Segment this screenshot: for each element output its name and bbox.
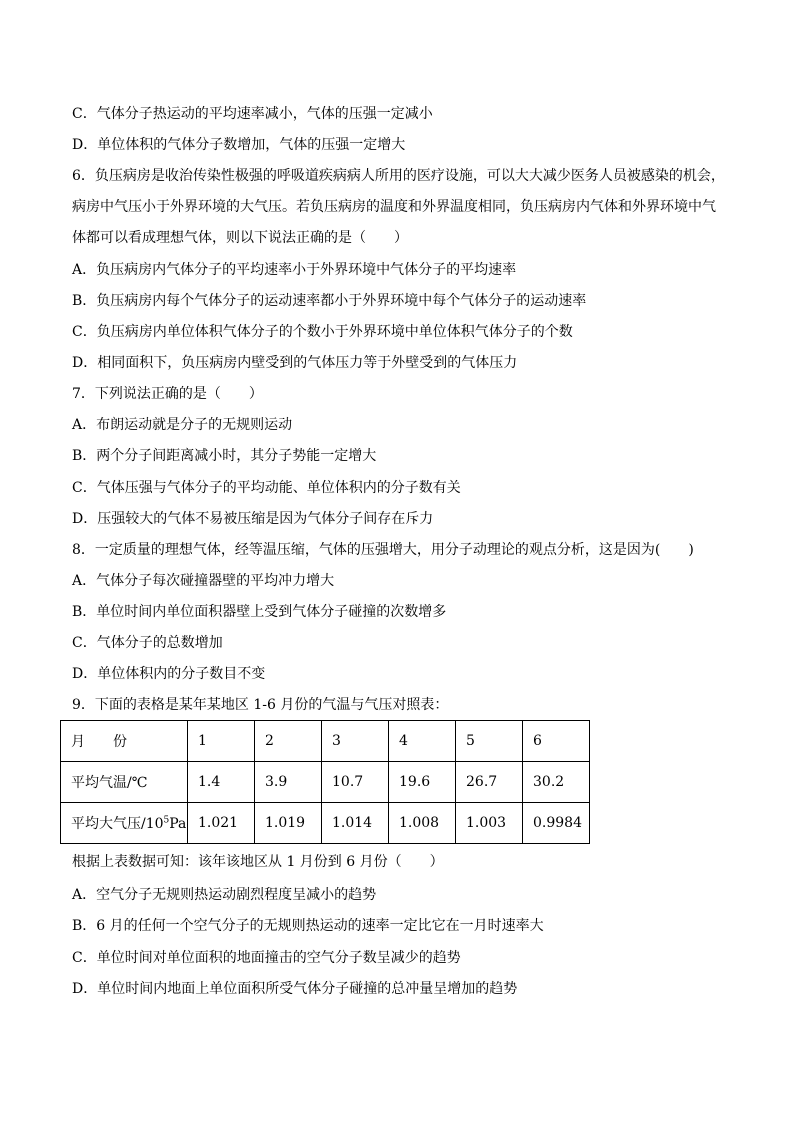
table-cell: 1.014 xyxy=(322,803,389,844)
q6-option-c: C．负压病房内单位体积气体分子的个数小于外界环境中单位体积气体分子的个数 xyxy=(72,324,573,340)
table-cell: 3 xyxy=(322,721,389,762)
table-cell: 30.2 xyxy=(523,762,590,803)
table-cell: 1.4 xyxy=(188,762,255,803)
q8-stem: 8．一定质量的理想气体，经等温压缩，气体的压强增大，用分子动理论的观点分析，这是因为( ) xyxy=(72,542,694,558)
q7-option-b: B．两个分子间距离减小时，其分子势能一定增大 xyxy=(72,448,377,464)
q7-stem: 7．下列说法正确的是（ ） xyxy=(72,386,263,402)
q9-stem: 9．下面的表格是某年某地区 1-6 月份的气温与气压对照表： xyxy=(72,697,449,713)
pressure-label-text: 平均大气压/10 xyxy=(71,816,164,832)
table-row-temperature xyxy=(61,762,590,803)
q8-option-a: A．气体分子每次碰撞器壁的平均冲力增大 xyxy=(72,573,335,589)
table-cell: 0.9984 xyxy=(523,803,590,844)
q6-stem-line-2: 病房中气压小于外界环境的大气压。若负压病房的温度和外界温度相同，负压病房内气体和外界环境中气 xyxy=(72,199,716,215)
q7-option-a: A．布朗运动就是分子的无规则运动 xyxy=(72,417,293,433)
table-cell: 19.6 xyxy=(389,762,456,803)
q5-option-c: C．气体分子热运动的平均速率减小，气体的压强一定减小 xyxy=(72,106,433,122)
table-cell: 5 xyxy=(456,721,523,762)
q6-option-b: B．负压病房内每个气体分子的运动速率都小于外界环境中每个气体分子的运动速率 xyxy=(72,293,587,309)
table-header-month: 月 份 xyxy=(61,721,188,762)
table-cell: 10.7 xyxy=(322,762,389,803)
q6-stem-line-3: 体都可以看成理想气体，则以下说法正确的是（ ） xyxy=(72,230,408,246)
q8-option-b: B．单位时间内单位面积器壁上受到气体分子碰撞的次数增多 xyxy=(72,604,447,620)
table-cell: 1.008 xyxy=(389,803,456,844)
table-header-pressure xyxy=(61,803,188,844)
table-header-temperature: 平均气温/℃ xyxy=(61,762,188,803)
table-cell: 2 xyxy=(255,721,322,762)
q9-option-b: B．6 月的任何一个空气分子的无规则热运动的速率一定比它在一月时速率大 xyxy=(72,918,544,934)
table-cell: 26.7 xyxy=(456,762,523,803)
pressure-label-exponent: 5 xyxy=(163,815,170,826)
table-cell: 1.019 xyxy=(255,803,322,844)
q9-option-a: A．空气分子无规则热运动剧烈程度呈减小的趋势 xyxy=(72,887,377,903)
q7-option-c: C．气体压强与气体分子的平均动能、单位体积内的分子数有关 xyxy=(72,480,461,496)
table-row-pressure xyxy=(61,803,590,844)
q8-option-c: C．气体分子的总数增加 xyxy=(72,635,223,651)
table-row-month xyxy=(61,721,590,762)
table-cell: 1 xyxy=(188,721,255,762)
q9-after-table: 根据上表数据可知：该年该地区从 1 月份到 6 月份（ ） xyxy=(72,854,444,870)
q8-option-d: D．单位体积内的分子数目不变 xyxy=(72,666,266,682)
q7-option-d: D．压强较大的气体不易被压缩是因为气体分子间存在斥力 xyxy=(72,511,434,527)
table-cell: 4 xyxy=(389,721,456,762)
table-cell: 3.9 xyxy=(255,762,322,803)
q6-stem-line-1: 6．负压病房是收治传染性极强的呼吸道疾病病人所用的医疗设施，可以大大减少医务人员被感染的机会， xyxy=(72,168,725,184)
q9-option-c: C．单位时间对单位面积的地面撞击的空气分子数呈减少的趋势 xyxy=(72,950,461,966)
table-cell: 6 xyxy=(523,721,590,762)
q9-option-d: D．单位时间内地面上单位面积所受气体分子碰撞的总冲量呈增加的趋势 xyxy=(72,981,518,997)
pressure-label-unit: Pa xyxy=(169,816,187,832)
q5-option-d: D．单位体积的气体分子数增加，气体的压强一定增大 xyxy=(72,137,406,153)
table-cell: 1.003 xyxy=(456,803,523,844)
temperature-pressure-table xyxy=(60,720,590,844)
q6-option-a: A．负压病房内气体分子的平均速率小于外界环境中气体分子的平均速率 xyxy=(72,262,517,278)
table-cell: 1.021 xyxy=(188,803,255,844)
q6-option-d: D．相同面积下，负压病房内壁受到的气体压力等于外壁受到的气体压力 xyxy=(72,355,518,371)
